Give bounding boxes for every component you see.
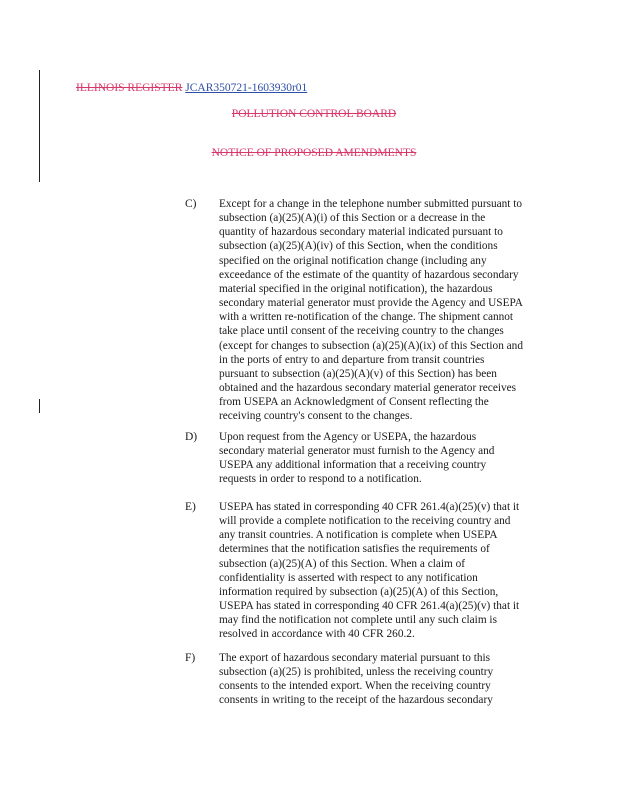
notice-header bbox=[0, 146, 624, 160]
text-line: consents to the intended export. When the receiving country bbox=[219, 680, 491, 693]
subsection-text bbox=[219, 430, 543, 487]
text-line: requests in order to respond to a notification. bbox=[219, 473, 422, 486]
text-line: subsection (a)(25) is prohibited, unless the receiving country bbox=[219, 666, 494, 679]
text-line: Except for a change in the telephone number submitted pursuant to bbox=[219, 198, 523, 210]
subsection-text bbox=[219, 197, 543, 424]
text-line: secondary material generator must provide the Agency and USEPA bbox=[219, 297, 523, 310]
subsection-label: F) bbox=[185, 652, 196, 664]
text-line: quantity of hazardous secondary material indicated pursuant to bbox=[219, 226, 503, 239]
text-line: (except for changes to subsection (a)(25)(A)(ix) of this Section and bbox=[219, 339, 523, 352]
text-line: subsection (a)(25)(A)(iv) of this Section, when the conditions bbox=[219, 240, 498, 253]
text-line: determines that the notification satisfies the requirements of bbox=[219, 543, 490, 556]
text-line: pursuant to subsection (a)(25)(A)(v) of this Section) has been bbox=[219, 367, 497, 380]
subsection-text bbox=[219, 651, 543, 708]
text-line: confidentiality is asserted with respect to any notification bbox=[219, 571, 478, 584]
text-line: receiving country's consent to the changes. bbox=[219, 410, 413, 423]
register-title-struck: ILLINOIS REGISTER bbox=[76, 82, 183, 94]
text-line: any transit countries. A notification is complete when USEPA bbox=[219, 529, 498, 542]
board-title-struck: POLLUTION CONTROL BOARD bbox=[231, 108, 397, 120]
text-line: resolved in accordance with 40 CFR 260.2. bbox=[219, 628, 415, 641]
text-line: in the ports of entry to and departure from transit countries bbox=[219, 353, 485, 366]
revision-change-bar bbox=[39, 70, 40, 182]
register-header bbox=[76, 81, 307, 95]
text-line: from USEPA an Acknowledgment of Consent reflecting the bbox=[219, 396, 489, 409]
text-line: with a written re-notification of the change. The shipment cannot bbox=[219, 311, 514, 324]
text-line: information required by subsection (a)(25)(A) of this Section, bbox=[219, 585, 499, 598]
text-line: obtained and the hazardous secondary material generator receives bbox=[219, 382, 517, 395]
text-line: will provide a complete notification to the receiving country and bbox=[219, 515, 511, 528]
jcar-reference-inserted: JCAR350721-1603930r01 bbox=[185, 82, 308, 94]
text-line: specified on the original notification change (including any bbox=[219, 254, 487, 267]
subsection-label: E) bbox=[185, 501, 196, 513]
text-line: USEPA any additional information that a receiving country bbox=[219, 459, 487, 472]
text-line: take place until consent of the receiving country to the changes bbox=[219, 325, 504, 338]
text-line: secondary material generator must furnish to the Agency and bbox=[219, 445, 495, 458]
revision-change-bar bbox=[39, 399, 40, 413]
subsection-label: C) bbox=[185, 198, 197, 210]
text-line: material specified in the original notification), the hazardous bbox=[219, 282, 493, 295]
text-line: Upon request from the Agency or USEPA, the hazardous bbox=[219, 431, 477, 443]
board-header bbox=[0, 107, 624, 121]
text-line: exceedance of the estimate of the quantity of hazardous secondary bbox=[219, 268, 519, 281]
text-line: subsection (a)(25)(A) of this Section. When a claim of bbox=[219, 557, 466, 570]
subsection-text bbox=[219, 500, 543, 642]
text-line: The export of hazardous secondary material pursuant to this bbox=[219, 652, 491, 664]
notice-title-struck: NOTICE OF PROPOSED AMENDMENTS bbox=[211, 147, 417, 159]
text-line: subsection (a)(25)(A)(i) of this Section or a decrease in the bbox=[219, 212, 486, 225]
text-line: may find the notification not complete until any such claim is bbox=[219, 614, 497, 627]
text-line: consents in writing to the receipt of the hazardous secondary bbox=[219, 694, 493, 707]
text-line: USEPA has stated in corresponding 40 CFR 261.4(a)(25)(v) that it bbox=[219, 600, 520, 613]
text-line: USEPA has stated in corresponding 40 CFR 261.4(a)(25)(v) that it bbox=[219, 501, 520, 513]
subsection-label: D) bbox=[185, 431, 198, 443]
